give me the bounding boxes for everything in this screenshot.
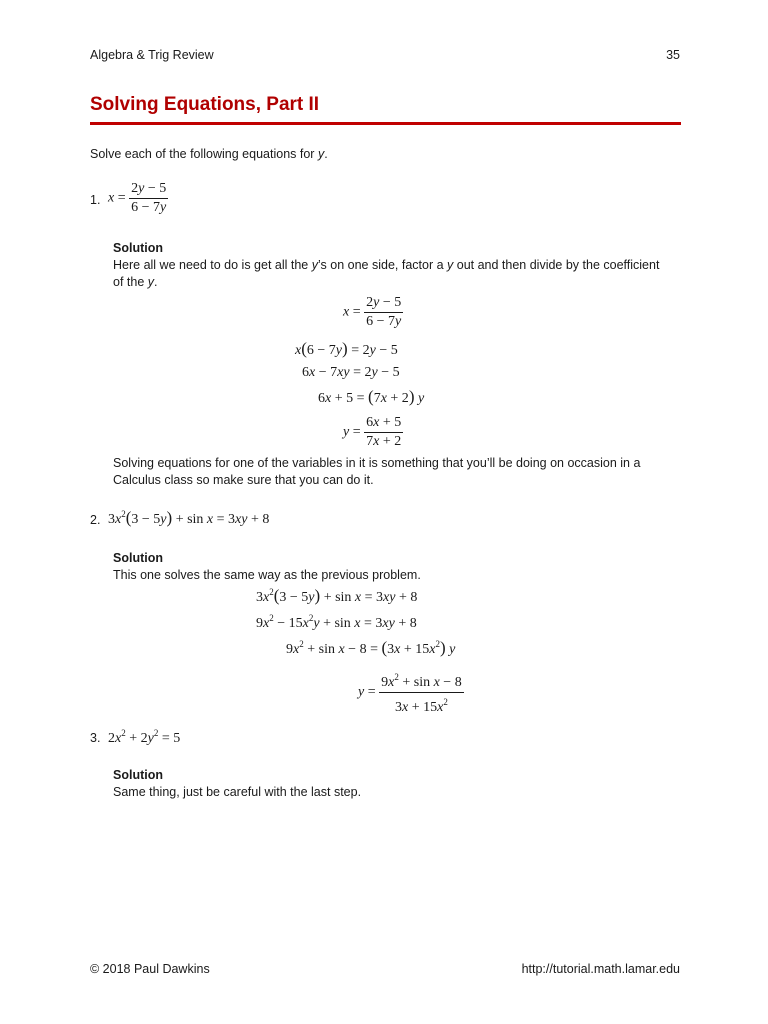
p1-step-1: x = $\frac{2y - 5}{6 - 7y}$ xyxy=(343,295,402,329)
p2-step-2: $9x^2 - 15x^2y + \sin x = 3xy + 8$ xyxy=(256,613,417,631)
p1-step-5: y = $\frac{6x + 5}{7x + 2}$ xyxy=(343,415,402,449)
problem-1-number: 1. xyxy=(90,193,101,207)
problem-1-equation: x = $\frac{2y - 5}{6 - 7y}$ xyxy=(108,181,167,215)
problem-1-solution-text: Here all we need to do is get all the y’s on one side, factor a y out and then divide by the coefficient of the y. xyxy=(113,258,660,289)
p1-step-3: 6x − 7xy = 2y − 5 xyxy=(302,365,400,380)
p2-step-3: $9x^2 + \sin x - 8 = (3x + 15x^2)$ y xyxy=(286,638,456,657)
problem-1-closing: Solving equations for one of the variables in it is something that you’ll be doing on occasion in a Calculus class so make sure that you can do it. xyxy=(113,456,641,487)
problem-3-number: 3. xyxy=(90,731,101,745)
p1-step-4: 6x + 5 = (7x + 2) y xyxy=(318,387,425,406)
copyright: © 2018 Paul Dawkins xyxy=(90,962,210,976)
problem-2-equation: $3x^2(3 - 5y) + \sin x = 3xy + 8$ xyxy=(108,508,270,527)
p2-step-1: $3x^2(3 - 5y) + \sin x = 3xy + 8$ xyxy=(256,586,418,605)
problem-3-solution-text: Same thing, just be careful with the last step. xyxy=(113,785,362,799)
problem-2-solution-label: Solution xyxy=(113,551,163,565)
footer-url[interactable]: http://tutorial.math.lamar.edu xyxy=(521,962,680,976)
problem-2-solution-text: This one solves the same way as the previous problem. xyxy=(113,568,421,582)
p2-step-4: y = $\frac{9x^2 + \sin x - 8}{3x + 15x^2}$ xyxy=(358,668,464,717)
problem-2-number: 2. xyxy=(90,513,101,527)
page-number: 35 xyxy=(666,48,680,62)
section-title: Solving Equations, Part II xyxy=(90,94,320,115)
intro-text: Solve each of the following equations for y. xyxy=(90,147,328,161)
running-header: Algebra & Trig Review xyxy=(90,48,214,62)
problem-1-solution-label: Solution xyxy=(113,241,163,255)
title-rule xyxy=(90,122,681,125)
p1-step-2: x(6 − 7y) = 2y − 5 xyxy=(295,339,398,358)
problem-3-equation: $2x^2 + 2y^2 = 5$ xyxy=(108,728,181,746)
problem-3-solution-label: Solution xyxy=(113,768,163,782)
